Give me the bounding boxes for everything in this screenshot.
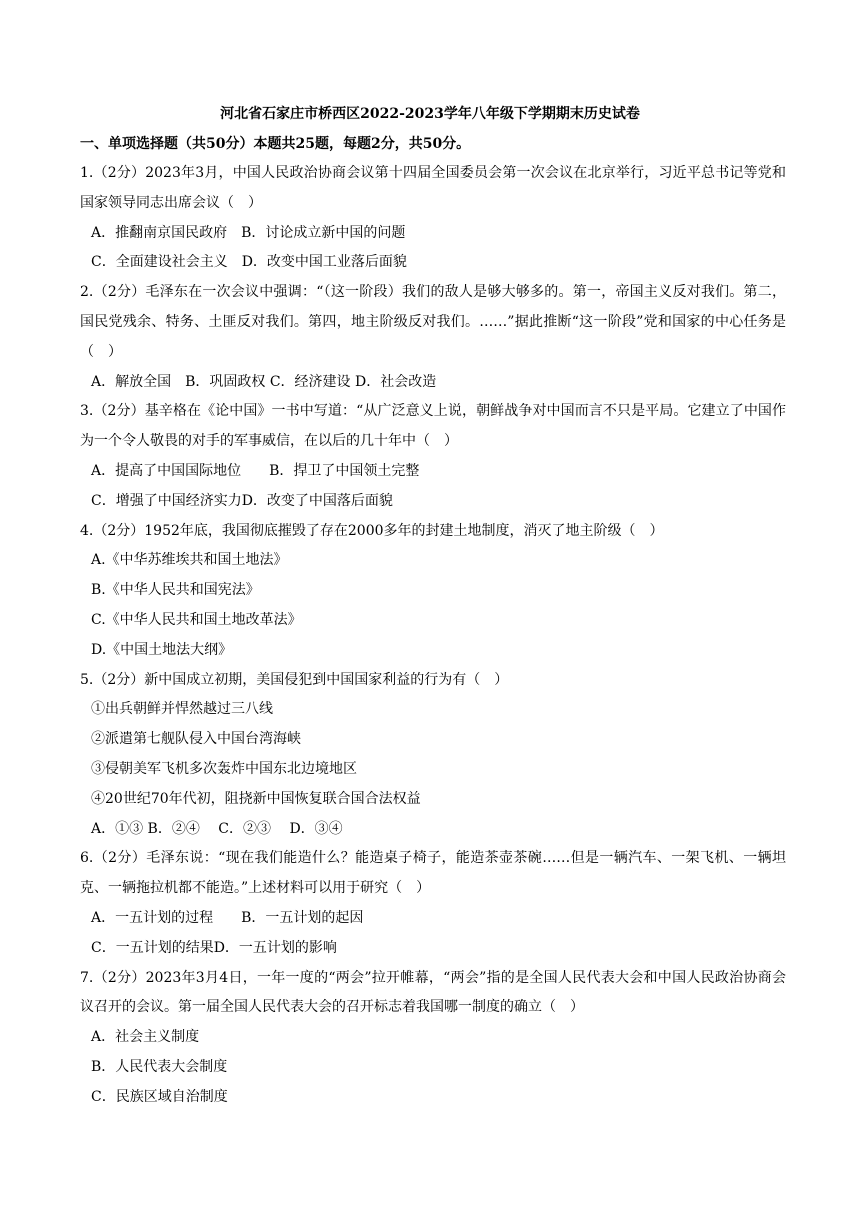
option-line: A．解放全国 B．巩固政权 C．经济建设 D．社会改造 — [91, 373, 437, 390]
option-line: A．一五计划的过程 B．一五计划的起因 — [91, 909, 364, 926]
option-line: D.《中国土地法大纲》 — [91, 641, 233, 658]
question-stem: 3.（2分）基辛格在《论中国》一书中写道：“从广泛意义上说，朝鲜战争对中国而言不只是平局。它建立了中国作为一个令人敬畏的对手的军事威信，在以后的几十年中（ ） — [80, 403, 786, 450]
question-list — [80, 159, 786, 1113]
option-line: A．推翻南京国民政府 B．讨论成立新中国的问题 — [91, 224, 406, 241]
option-line: ②派遣第七舰队侵入中国台湾海峡 — [91, 731, 301, 748]
option-line: ①出兵朝鲜并悍然越过三八线 — [91, 701, 273, 718]
option-line: A．提高了中国国际地位 B．捍卫了中国领土完整 — [91, 462, 420, 479]
option-line: C.《中华人民共和国土地改革法》 — [91, 611, 302, 628]
option-line: B．人民代表大会制度 — [91, 1058, 228, 1075]
option-line: C．一五计划的结果D．一五计划的影响 — [91, 939, 337, 956]
question — [80, 278, 786, 397]
option-line: C．民族区域自治制度 — [91, 1088, 228, 1105]
question — [80, 666, 786, 845]
option-line: C．增强了中国经济实力D．改变了中国落后面貌 — [91, 492, 393, 509]
exam-title: 河北省石家庄市桥西区2022-2023学年八年级下学期期末历史试卷 — [220, 106, 640, 122]
question — [80, 159, 786, 278]
question-stem: 5.（2分）新中国成立初期，美国侵犯到中国国家利益的行为有（ ） — [80, 671, 509, 688]
option-line: A．①③ B．②④ C．②③ D．③④ — [91, 820, 343, 837]
question-stem: 6.（2分）毛泽东说：“现在我们能造什么？能造桌子椅子，能造茶壶茶碗……但是一辆汽车、一架飞机、一辆坦克、一辆拖拉机都不能造。”上述材料可以用于研究（ ） — [80, 850, 786, 897]
section-heading: 一、单项选择题（共50分）本题共25题，每题2分，共50分。 — [80, 136, 471, 152]
question-stem: 2.（2分）毛泽东在一次会议中强调：“（这一阶段）我们的敌人是够大够多的。第一，帝国主义反对我们。第二，国民党残余、特务、土匪反对我们。第四，地主阶级反对我们。……”据此推断“这一阶段”党和国家的中心任务是（ ） — [80, 284, 786, 360]
option-line: ③侵朝美军飞机多次轰炸中国东北边境地区 — [91, 760, 357, 777]
option-line: A.《中华苏维埃共和国土地法》 — [91, 552, 288, 569]
question — [80, 517, 786, 666]
question — [80, 844, 786, 963]
option-line: A．社会主义制度 — [91, 1029, 200, 1046]
option-line: ④20世纪70年代初，阻挠新中国恢复联合国合法权益 — [91, 790, 421, 807]
question-stem: 1.（2分）2023年3月，中国人民政治协商会议第十四届全国委员会第一次会议在北京举行，习近平总书记等党和国家领导同志出席会议（ ） — [80, 165, 786, 211]
question — [80, 964, 786, 1113]
question — [80, 397, 786, 516]
question-stem: 7.（2分）2023年3月4日，一年一度的“两会”拉开帷幕，“两会”指的是全国人民代表大会和中国人民政治协商会议召开的会议。第一届全国人民代表大会的召开标志着我国哪一制度的确立（ ） — [80, 969, 786, 1016]
option-line: B.《中华人民共和国宪法》 — [91, 582, 260, 599]
question-stem: 4.（2分）1952年底，我国彻底摧毁了存在2000多年的封建土地制度，消灭了地主阶级（ ） — [80, 522, 664, 539]
option-line: C．全面建设社会主义 D．改变中国工业落后面貌 — [91, 254, 407, 271]
